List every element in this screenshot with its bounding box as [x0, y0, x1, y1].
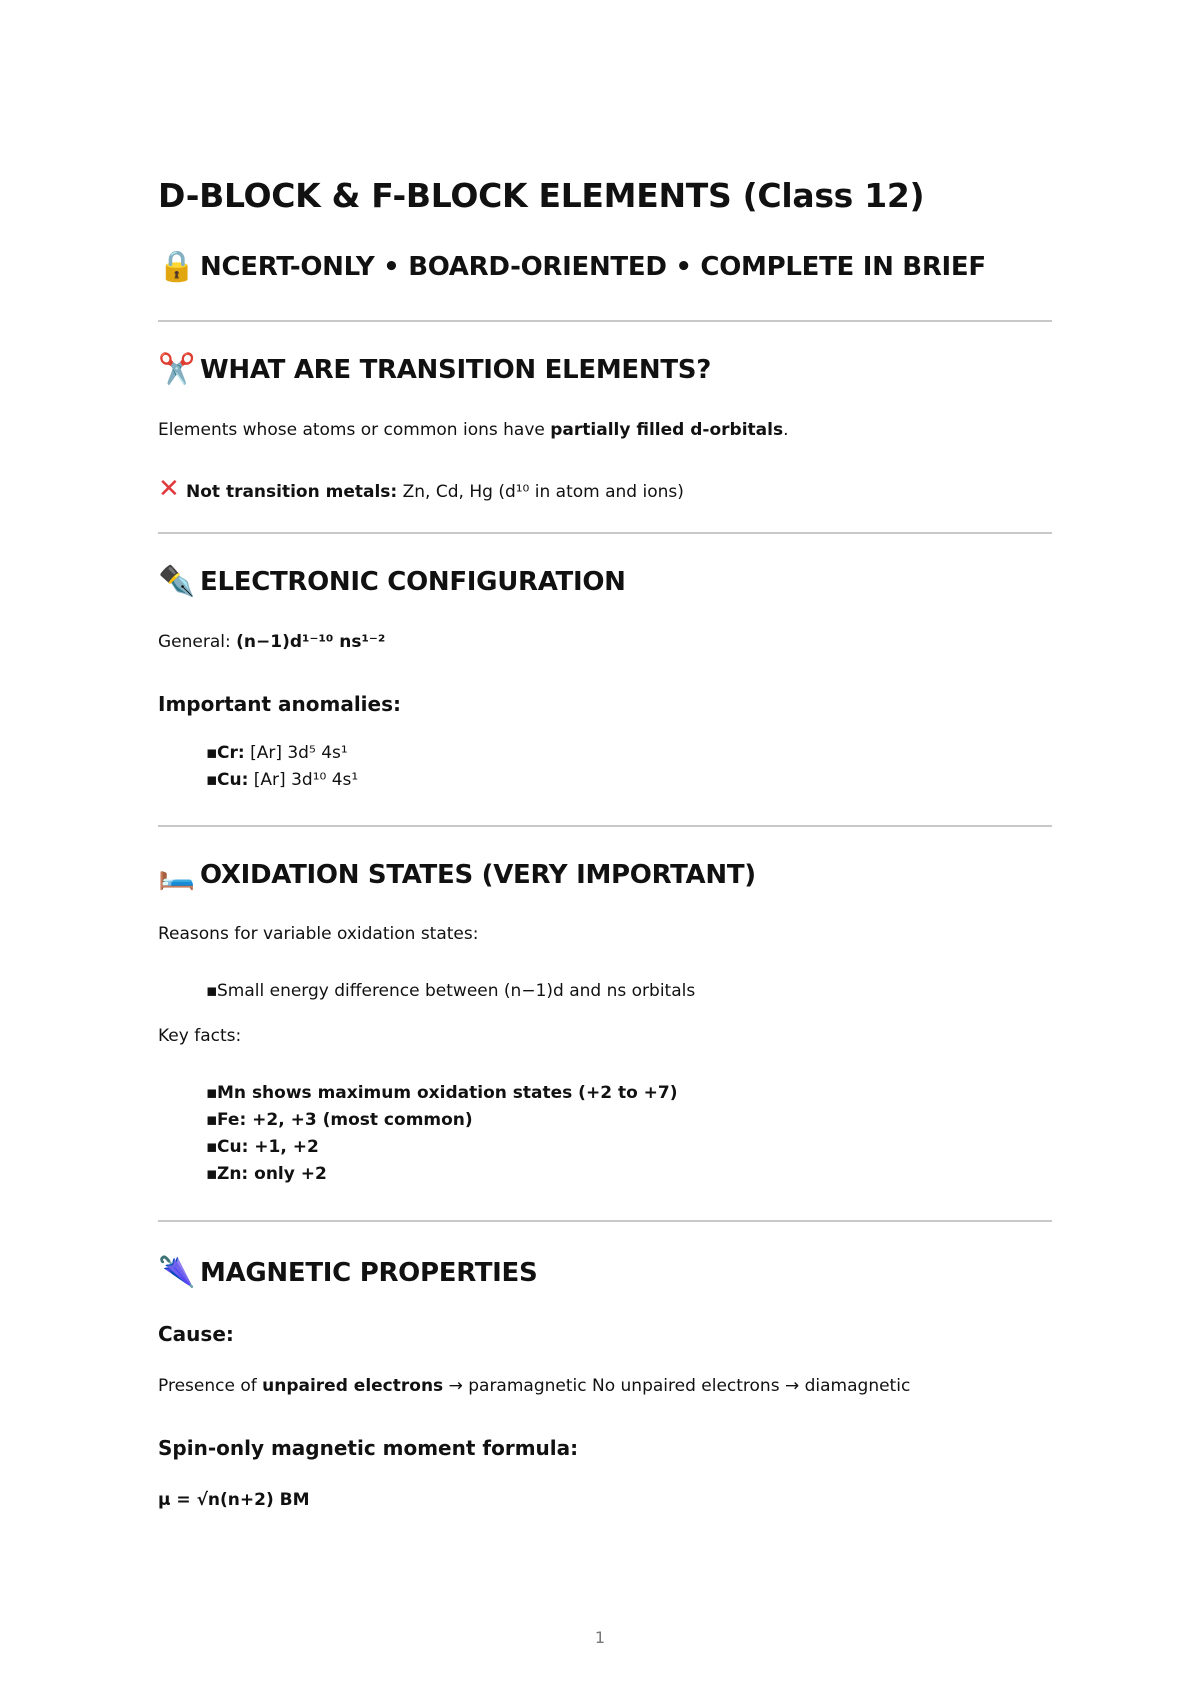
pen-icon: ✒️	[158, 564, 196, 599]
definition-highlight: partially filled d-orbitals	[550, 420, 784, 440]
page-number: 1	[594, 1628, 606, 1647]
list-item: ▪Cu: +1, +2	[206, 1137, 319, 1157]
anomalies-list	[206, 740, 358, 794]
formula-heading: Spin-only magnetic moment formula:	[158, 1436, 579, 1460]
section-heading-config	[158, 564, 626, 599]
cross-mark-icon: ✕	[158, 474, 180, 504]
scissors-icon: ✂️	[158, 352, 196, 387]
cause-text: Presence of unpaired electrons → paramagnetic No unpaired electrons → diamagnetic	[158, 1376, 911, 1396]
reasons-label: Reasons for variable oxidation states:	[158, 924, 479, 944]
not-transition-note: ✕ Not transition metals: Zn, Cd, Hg (d¹⁰ in atom and ions)	[158, 474, 684, 504]
subtitle	[158, 249, 986, 284]
bed-icon: 🛏️	[158, 857, 196, 892]
umbrella-icon: 🌂	[158, 1255, 196, 1290]
divider	[158, 320, 1052, 322]
section-heading-magnetic	[158, 1255, 538, 1290]
spin-only-formula: μ = √n(n+2) BM	[158, 1490, 310, 1510]
list-item: ▪Fe: +2, +3 (most common)	[206, 1110, 473, 1130]
key-facts-label: Key facts:	[158, 1026, 242, 1046]
section-heading-transition	[158, 352, 711, 387]
cause-highlight: unpaired electrons	[262, 1376, 444, 1396]
cause-heading: Cause:	[158, 1322, 234, 1346]
list-item: ▪Mn shows maximum oxidation states (+2 to +7)	[206, 1083, 678, 1103]
list-item: ▪Cu: [Ar] 3d¹⁰ 4s¹	[206, 770, 359, 790]
key-facts-list	[206, 1080, 678, 1188]
section-heading-text: MAGNETIC PROPERTIES	[200, 1258, 538, 1288]
list-item: ▪Small energy difference between (n−1)d and ns orbitals	[206, 981, 696, 1001]
page-title: D-BLOCK & F-BLOCK ELEMENTS (Class 12)	[158, 176, 925, 215]
section-heading-oxidation	[158, 857, 756, 892]
transition-definition: Elements whose atoms or common ions have partially filled d-orbitals.	[158, 420, 789, 440]
lock-icon: 🔒	[158, 249, 196, 284]
subtitle-text: NCERT-ONLY • BOARD-ORIENTED • COMPLETE IN BRIEF	[200, 252, 986, 282]
divider	[158, 1220, 1052, 1222]
divider	[158, 532, 1052, 534]
section-heading-text: ELECTRONIC CONFIGURATION	[200, 567, 626, 597]
general-formula: (n−1)d¹⁻¹⁰ ns¹⁻²	[236, 632, 386, 652]
section-heading-text: OXIDATION STATES (VERY IMPORTANT)	[200, 860, 756, 890]
list-item: ▪Zn: only +2	[206, 1164, 327, 1184]
divider	[158, 825, 1052, 827]
section-heading-text: WHAT ARE TRANSITION ELEMENTS?	[200, 355, 711, 385]
not-transition-label: Not transition metals:	[186, 482, 398, 502]
anomalies-heading: Important anomalies:	[158, 692, 402, 716]
reasons-list	[206, 978, 695, 1005]
general-configuration: General: (n−1)d¹⁻¹⁰ ns¹⁻²	[158, 632, 386, 652]
list-item: ▪Cr: [Ar] 3d⁵ 4s¹	[206, 743, 348, 763]
